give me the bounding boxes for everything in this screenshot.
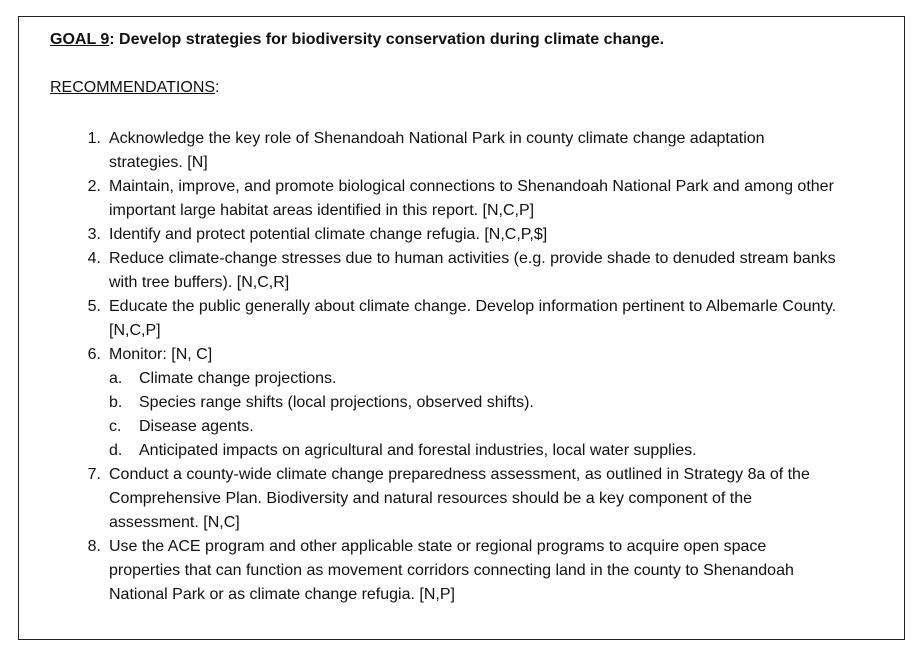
monitor-sublist (109, 367, 839, 463)
item-text: Monitor: [N, C] (109, 346, 213, 363)
sub-item-letter: d. (109, 442, 123, 459)
item-number: 3. (87, 226, 101, 243)
item-text: Reduce climate-change stresses due to human activities (e.g. provide shade to denuded stream banks with tree buffers). [N,C,R] (109, 250, 836, 291)
item-text: Identify and protect potential climate change refugia. [N,C,P,$] (109, 226, 548, 243)
sub-item-letter: a. (109, 370, 123, 387)
list-item (79, 535, 839, 607)
sub-item-letter: c. (109, 418, 122, 435)
sub-list-item (109, 391, 839, 415)
sub-item-text: Anticipated impacts on agricultural and forestal industries, local water supplies. (139, 442, 697, 459)
sub-list-item (109, 439, 839, 463)
list-item (79, 223, 839, 247)
goal-heading (50, 31, 664, 49)
item-text: Educate the public generally about climate change. Develop information pertinent to Albemarle County. [N,C,P] (109, 298, 837, 339)
sub-item-text: Climate change projections. (139, 370, 337, 387)
item-number: 5. (87, 298, 101, 315)
recommendations-list (79, 127, 839, 607)
item-number: 4. (87, 250, 101, 267)
goal-label: GOAL 9 (50, 31, 110, 48)
recommendations-suffix: : (215, 79, 220, 96)
item-number: 1. (87, 130, 101, 147)
item-text: Use the ACE program and other applicable state or regional programs to acquire open space properties that can function as movement corridors connecting land in the county to Shenandoah National Park or as climate change refugia. [N,P] (109, 538, 794, 603)
document-box (18, 16, 905, 640)
item-number: 7. (87, 466, 101, 483)
item-number: 2. (87, 178, 101, 195)
sub-list-item (109, 367, 839, 391)
list-item (79, 463, 839, 535)
list-item (79, 295, 839, 343)
list-item (79, 175, 839, 223)
goal-text: : Develop strategies for biodiversity conservation during climate change. (109, 31, 665, 48)
sub-list-item (109, 415, 839, 439)
sub-item-text: Species range shifts (local projections, observed shifts). (139, 394, 534, 411)
recommendations-label: RECOMMENDATIONS (50, 79, 216, 96)
list-item (79, 343, 839, 463)
list-item (79, 127, 839, 175)
item-text: Maintain, improve, and promote biological connections to Shenandoah National Park and among other important large habitat areas identified in this report. [N,C,P] (109, 178, 834, 219)
sub-item-letter: b. (109, 394, 123, 411)
recommendations-heading (50, 79, 220, 97)
item-text: Conduct a county-wide climate change preparedness assessment, as outlined in Strategy 8a of the Comprehensive Plan. Biodiversity and natural resources should be a key component of the assessment. [N,C] (109, 466, 810, 531)
list-item (79, 247, 839, 295)
item-text: Acknowledge the key role of Shenandoah National Park in county climate change adaptation strategies. [N] (109, 130, 765, 171)
item-number: 6. (87, 346, 101, 363)
sub-item-text: Disease agents. (139, 418, 254, 435)
item-number: 8. (87, 538, 101, 555)
